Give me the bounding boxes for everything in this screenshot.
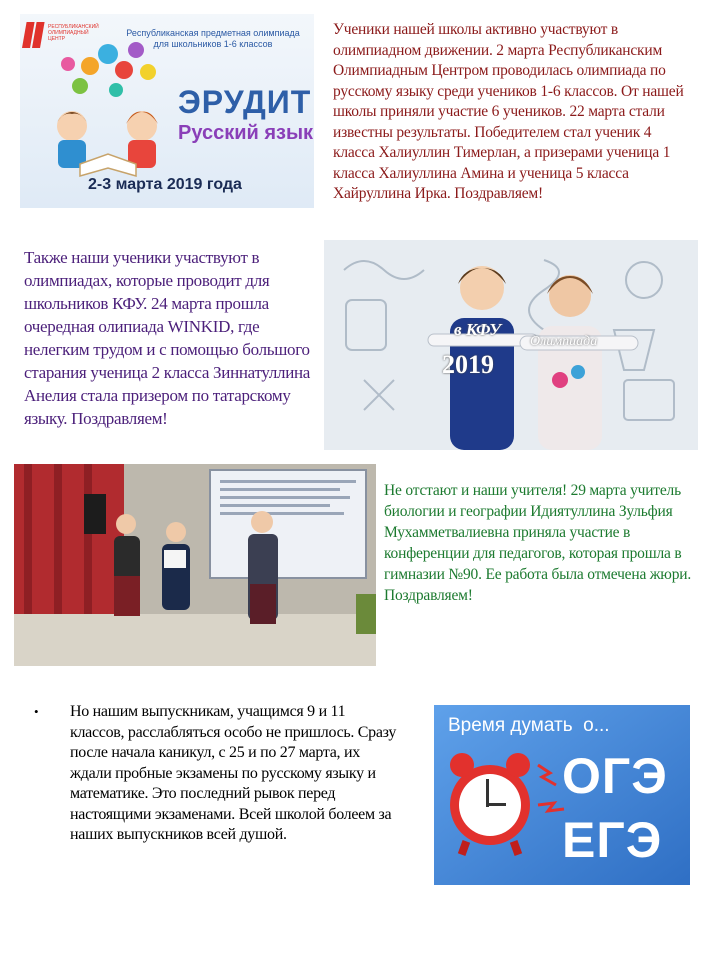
exam-banner-heading: Время думать о... xyxy=(448,715,610,736)
trial-exams-paragraph: Но нашим выпускникам, учащимся 9 и 11 классов, расслабляться особо не пришлось. Сразу после начала каникул, с 25 и по 27 марта, их ждали пробные экзамены по русскому языку и математике. Это последний рывок перед настоящими экзаменами. Всей школой болеем за наших выпускников всей душой. xyxy=(70,703,397,843)
oge-ege-banner xyxy=(434,705,690,885)
erudit-logo-text: РЕСПУБЛИКАНСКИЙ ОЛИМПИАДНЫЙ ЦЕНТР xyxy=(48,24,99,42)
winkid-photo-illustration xyxy=(324,240,698,450)
erudit-subject: Русский язык xyxy=(178,122,314,144)
exam-word-ege: ЕГЭ xyxy=(562,812,663,868)
erudit-subtitle-line1: Республиканская предметная олимпиада xyxy=(126,28,300,38)
teacher-conference-paragraph: Не отстают и наши учителя! 29 марта учитель биологии и географии Идиятуллина Зульфия Мухамметвалиевна приняла участие в конференции для педагогов, которая прошла в гимназии №90. Ее работа была отмечена жюри. Поздравляем! xyxy=(384,482,692,604)
exam-word-oge: ОГЭ xyxy=(562,748,668,804)
erudit-title: ЭРУДИТ xyxy=(178,84,312,120)
erudit-subtitle-line2: для школьников 1-6 классов xyxy=(153,39,273,49)
erudit-dates: 2-3 марта 2019 года xyxy=(88,176,242,193)
erudit-olympiad-banner xyxy=(20,14,314,208)
winkid-olympiad-paragraph: Также наши ученики участвуют в олимпиадах, которые проводит для школьников КФУ. 24 марта прошла очередная олипиада WINKID, где нелегким трудом и с помощью большого старания ученица 2 класса Зиннатуллина Анелия стала призером по татарскому языку. Поздравляем! xyxy=(24,248,311,428)
winkid-photo xyxy=(324,240,698,450)
conference-photo-illustration xyxy=(14,464,376,666)
sign-kfu: в КФУ xyxy=(454,320,501,339)
sign-year: 2019 xyxy=(442,350,494,379)
olympiad-results-paragraph: Ученики нашей школы активно участвуют в олимпиадном движении. 2 марта Республиканским Олимпиадным Центром проводилась олимпиада по русскому языку среди учеников 1-6 классов. От нашей школы приняли участие 6 учеников. 22 марта стали известны результаты. Победителем стал ученик 4 класса Халиуллин Тимерлан, а призерами ученица 1 класса Халиуллина Амина и ученица 5 класса Хайруллина Ирка. Поздравляем! xyxy=(333,21,684,202)
teachers-conference-photo xyxy=(14,464,376,666)
bullet-icon: • xyxy=(34,704,39,719)
sign-olympiad: Олимпиада xyxy=(530,334,598,349)
